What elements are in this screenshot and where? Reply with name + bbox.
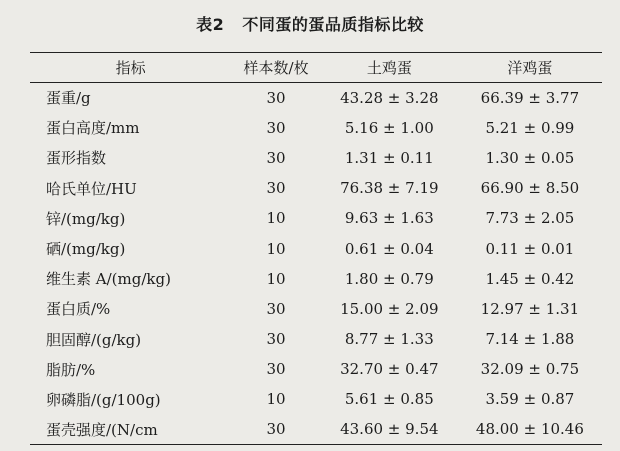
cell-commercial-egg: 5.21 ± 0.99 — [485, 118, 575, 137]
cell-indicator: 蛋形指数 — [46, 149, 107, 168]
cell-sample-size: 30 — [266, 360, 286, 379]
header-sample-size: 样本数/枚 — [231, 53, 321, 83]
cell-native-egg: 15.00 ± 2.09 — [340, 299, 439, 318]
cell-native-egg: 5.61 ± 0.85 — [344, 390, 434, 409]
cell-commercial-egg: 48.00 ± 10.46 — [458, 415, 602, 445]
cell-commercial-egg: 12.97 ± 1.31 — [480, 299, 580, 318]
header-row — [30, 53, 602, 83]
egg-quality-table — [30, 52, 602, 445]
cell-commercial-egg: 0.11 ± 0.01 — [485, 239, 575, 258]
cell-indicator: 卵磷脂/(g/100g) — [46, 390, 161, 409]
cell-sample-size: 10 — [266, 269, 286, 288]
table-row — [30, 324, 602, 354]
cell-indicator: 脂肪/% — [46, 360, 96, 379]
cell-indicator: 锌/(mg/kg) — [46, 209, 126, 228]
cell-sample-size: 30 — [266, 148, 286, 167]
table-row — [30, 203, 602, 233]
cell-indicator: 胆固醇/(g/kg) — [46, 330, 142, 349]
table-row — [30, 354, 602, 384]
table-caption: 不同蛋的蛋品质指标比较 — [242, 15, 424, 34]
cell-commercial-egg: 7.14 ± 1.88 — [485, 330, 575, 349]
table-row — [30, 294, 602, 324]
cell-indicator: 蛋白质/% — [46, 300, 111, 319]
table-body — [30, 83, 602, 445]
cell-native-egg: 76.38 ± 7.19 — [340, 179, 439, 198]
cell-sample-size: 30 — [266, 88, 286, 107]
header-commercial-egg: 洋鸡蛋 — [458, 53, 602, 83]
cell-sample-size: 30 — [266, 330, 286, 349]
cell-native-egg: 1.31 ± 0.11 — [344, 148, 434, 167]
cell-sample-size: 30 — [231, 415, 321, 445]
cell-sample-size: 30 — [266, 299, 286, 318]
table-title — [0, 12, 620, 35]
cell-sample-size: 10 — [266, 239, 286, 258]
cell-commercial-egg: 66.90 ± 8.50 — [480, 179, 580, 198]
cell-indicator: 哈氏单位/HU — [46, 179, 137, 198]
cell-native-egg: 8.77 ± 1.33 — [344, 330, 434, 349]
cell-native-egg: 32.70 ± 0.47 — [340, 360, 439, 379]
cell-native-egg: 0.61 ± 0.04 — [344, 239, 434, 258]
cell-indicator: 硒/(mg/kg) — [46, 240, 126, 259]
cell-commercial-egg: 7.73 ± 2.05 — [485, 209, 575, 228]
table-row — [30, 83, 602, 113]
cell-sample-size: 30 — [266, 179, 286, 198]
cell-commercial-egg: 1.45 ± 0.42 — [485, 269, 575, 288]
table-row — [30, 384, 602, 414]
cell-indicator: 蛋壳强度/(N/cm — [30, 415, 231, 445]
cell-native-egg: 5.16 ± 1.00 — [344, 118, 434, 137]
cell-sample-size: 10 — [266, 390, 286, 409]
cell-indicator: 蛋重/g — [46, 89, 91, 108]
cell-native-egg: 43.60 ± 9.54 — [321, 415, 458, 445]
table-row — [30, 264, 602, 294]
table-row — [30, 173, 602, 203]
cell-commercial-egg: 66.39 ± 3.77 — [480, 88, 580, 107]
cell-sample-size: 30 — [266, 118, 286, 137]
cell-native-egg: 43.28 ± 3.28 — [340, 88, 439, 107]
table-row — [30, 233, 602, 263]
cell-native-egg: 1.80 ± 0.79 — [344, 269, 434, 288]
cell-commercial-egg: 3.59 ± 0.87 — [485, 390, 575, 409]
header-indicator: 指标 — [30, 53, 231, 83]
cell-indicator: 蛋白高度/mm — [46, 119, 140, 138]
table-row — [30, 113, 602, 143]
table-row — [30, 415, 602, 445]
cell-native-egg: 9.63 ± 1.63 — [344, 209, 434, 228]
cell-commercial-egg: 1.30 ± 0.05 — [485, 148, 575, 167]
table-number: 表2 — [196, 15, 225, 34]
cell-sample-size: 10 — [266, 209, 286, 228]
cell-indicator: 维生素 A/(mg/kg) — [46, 270, 171, 289]
header-native-egg: 土鸡蛋 — [321, 53, 458, 83]
cell-commercial-egg: 32.09 ± 0.75 — [480, 360, 580, 379]
table-row — [30, 143, 602, 173]
